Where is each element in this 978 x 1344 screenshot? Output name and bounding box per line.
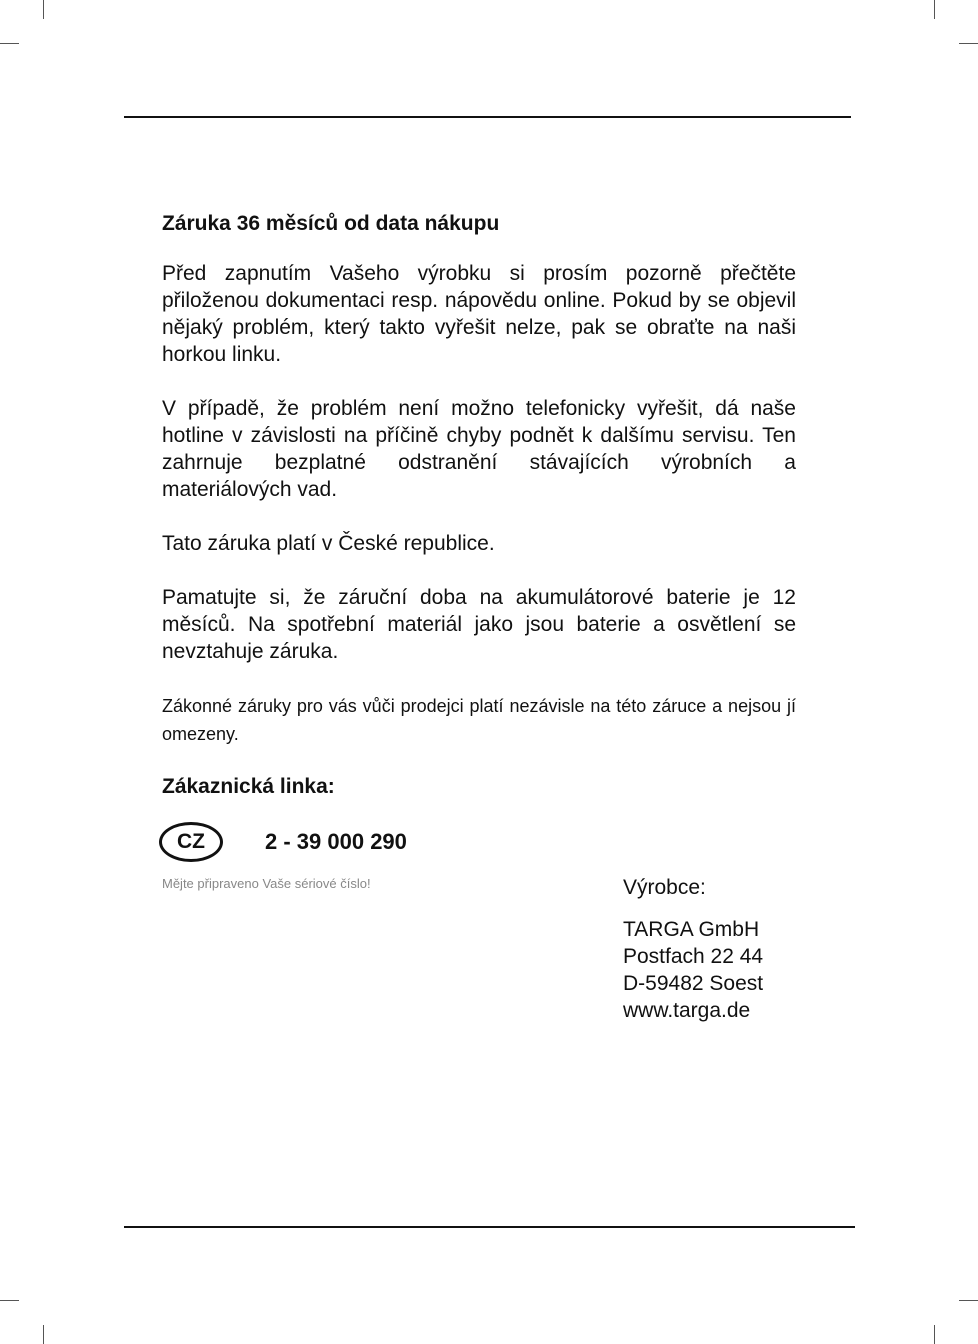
crop-mark-top-right-v (934, 0, 935, 19)
manufacturer-city: D-59482 Soest (623, 972, 764, 995)
hotline-title: Zákaznická linka: (162, 775, 335, 798)
crop-mark-bottom-right-h (959, 1300, 978, 1301)
crop-mark-bottom-left-h (0, 1300, 19, 1301)
paragraph-instructions: Před zapnutím Vašeho výrobku si prosím pozorně přečtěte přiloženou dokumentaci resp. nápovědu online. Pokud by se objevil nějaký problém, který takto vyřešit nelze, pak se obraťte na naši horkou linku. (162, 262, 796, 366)
paragraph-battery: Pamatujte si, že záruční doba na akumulátorové baterie je 12 měsíců. Na spotřební materiál jako jsou baterie a osvětlení se nevztahuje záruka. (162, 586, 796, 663)
crop-mark-top-left-h (0, 43, 19, 44)
bottom-rule (124, 1226, 855, 1228)
crop-mark-top-left-v (43, 0, 44, 19)
manufacturer-street: Postfach 22 44 (623, 945, 764, 968)
crop-mark-bottom-left-v (43, 1325, 44, 1344)
warranty-section (162, 209, 796, 802)
crop-mark-top-right-h (959, 43, 978, 44)
top-rule (124, 116, 851, 118)
hotline-row (159, 819, 407, 865)
warranty-heading: Záruka 36 měsíců od data nákupu (162, 212, 500, 235)
serial-number-note: Mějte připraveno Vaše sériové číslo! (162, 876, 371, 891)
manufacturer-label: Výrobce: (623, 876, 706, 899)
manufacturer-website: www.targa.de (623, 999, 751, 1022)
manufacturer-name: TARGA GmbH (623, 918, 760, 941)
paragraph-validity: Tato záruka platí v České republice. (162, 532, 495, 555)
hotline-phone-number: 2 - 39 000 290 (265, 829, 407, 854)
manufacturer-block (623, 874, 763, 1024)
country-code-badge: CZ (159, 822, 223, 862)
crop-mark-bottom-right-v (934, 1325, 935, 1344)
paragraph-hotline-service: V případě, že problém není možno telefonicky vyřešit, dá naše hotline v závislosti na příčině chyby podnět k dalšímu servisu. Ten zahrnuje bezplatné odstranění stávajících výrobních a materiálových vad. (162, 397, 796, 501)
legal-note: Zákonné záruky pro vás vůči prodejci platí nezávisle na této záruce a nejsou jí omezeny. (162, 696, 796, 744)
